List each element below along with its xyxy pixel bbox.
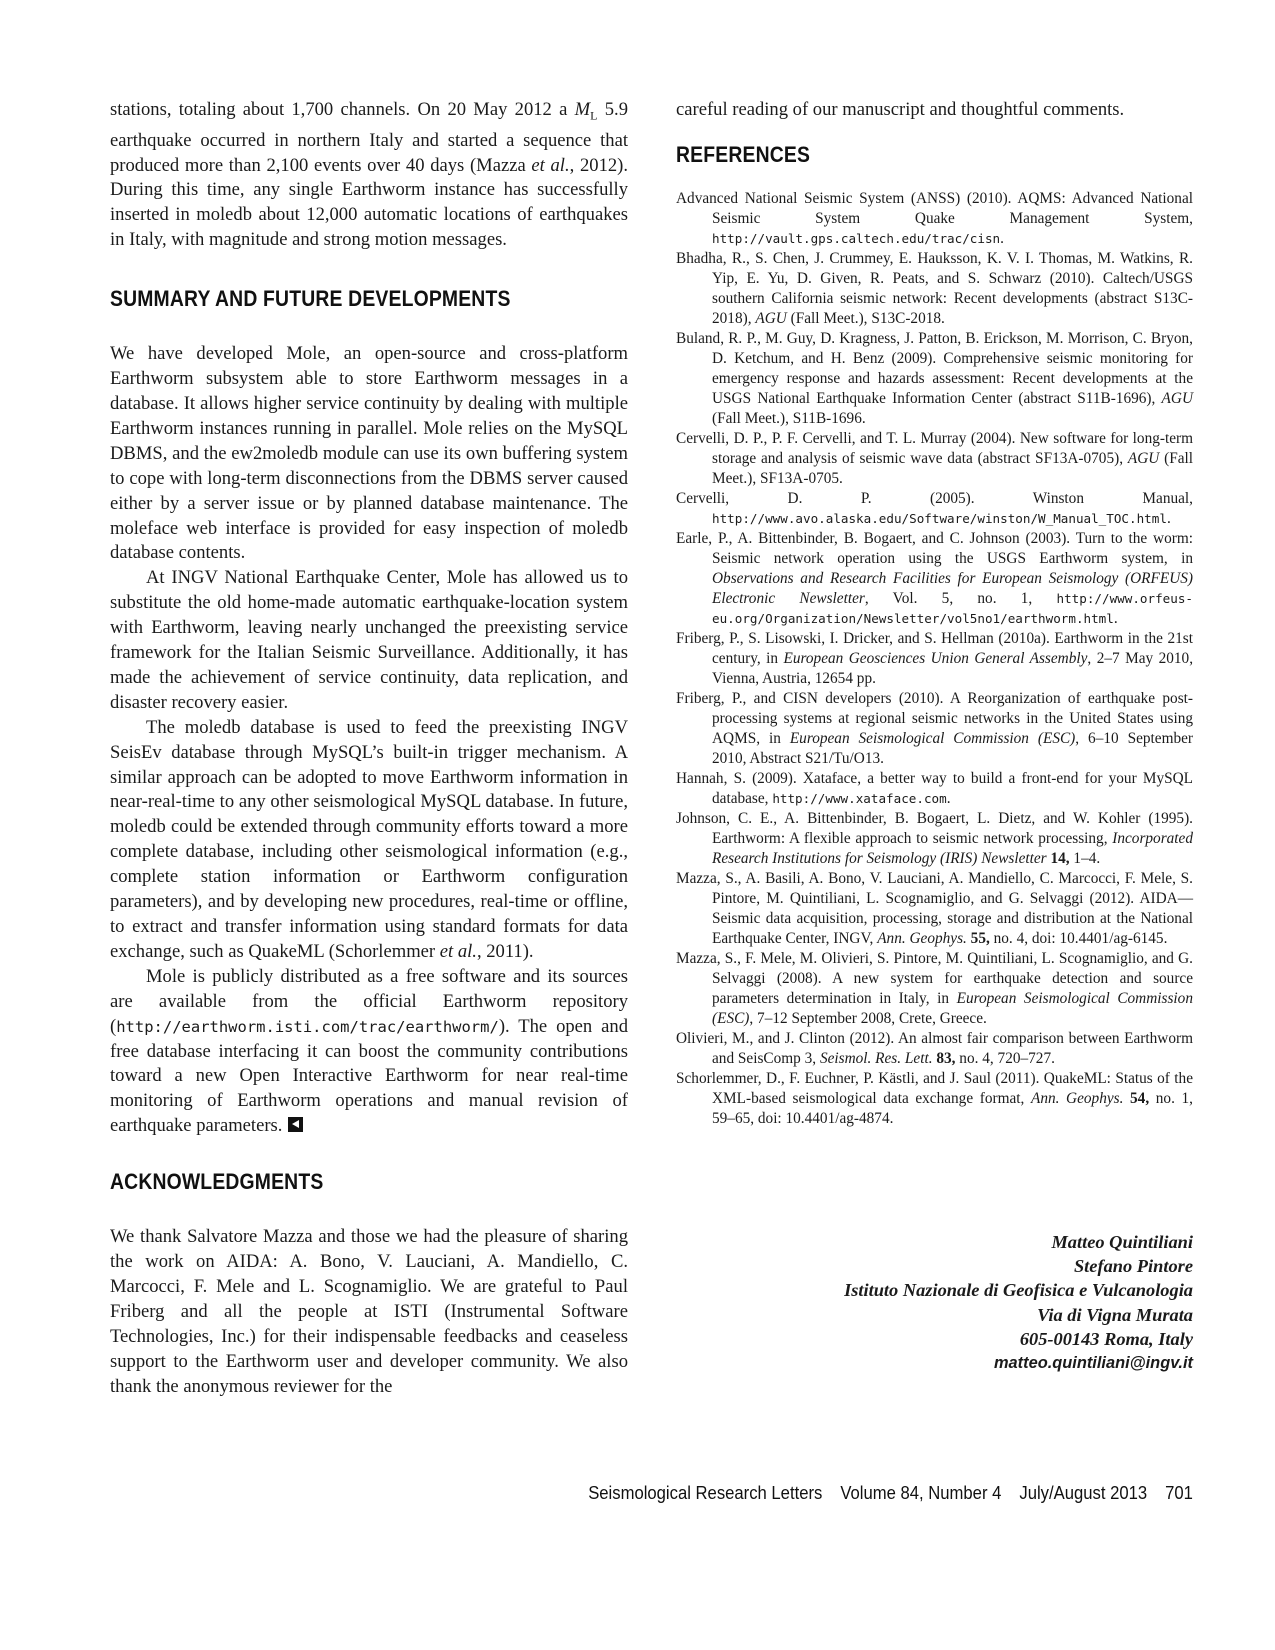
reference-text: . xyxy=(1166,509,1171,527)
author-name-1: Matteo Quintiliani xyxy=(1051,1232,1193,1252)
reference-entry xyxy=(676,189,1193,249)
reference-url[interactable]: http://www.xataface.com xyxy=(772,790,947,806)
reference-url[interactable]: http://vault.gps.caltech.edu/trac/cisn xyxy=(712,230,1001,246)
reference-list xyxy=(676,189,1193,1129)
author-signature xyxy=(844,1230,1193,1375)
reference-entry xyxy=(676,809,1193,869)
reference-text: . xyxy=(946,789,951,807)
end-of-article-icon xyxy=(288,1117,303,1132)
reference-text: Friberg, P., S. Lisowski, I. Dricker, and S. Hellman (2010a). Earthworm in the 21st century, in xyxy=(676,629,1193,667)
reference-journal: Observations and Research Facilities for European Seismology (ORFEUS) Electronic Newsletter xyxy=(712,569,1193,607)
reference-journal: Incorporated Research Institutions for Seismology (IRIS) Newsletter xyxy=(712,829,1193,867)
footer-date: July/August 2013 xyxy=(1019,1482,1148,1503)
reference-entry xyxy=(676,769,1193,809)
reference-url[interactable]: http://www.orfeus-eu.org/Organization/Newsletter/vol5no1/earthworm.html xyxy=(712,590,1193,626)
reference-text: Cervelli, D. P., P. F. Cervelli, and T. L. Murray (2004). New software for long-term storage and analysis of seismic wave data (abstract SF13A-0705), xyxy=(676,429,1193,467)
paragraph-acknowledgments: We thank Salvatore Mazza and those we had the pleasure of sharing the work on AIDA: A. Bono, V. Lauciani, A. Mandiello, C. Marcocci, F. Mele and L. Scognamiglio. We are grateful to Paul Friberg and all the people at ISTI (Instrumental Software Technologies, Inc.) for their indispensable feedbacks and ceaseless support to the Earthworm user and developer community. We also thank the anonymous reviewer for the xyxy=(110,1226,628,1397)
paragraph-summary-4: Mole is publicly distributed as a free software and its sources are available from the official Earthworm repository (http://earthworm.isti.com/trac/earthworm/). The open and free database interfacing it can boost the community contributions toward a new Open Interactive Earthworm for near real-time monitoring of Earthworm operations and manual revision of earthquake parameters. xyxy=(110,965,628,1137)
paragraph-summary-3: The moledb database is used to feed the preexisting INGV SeisEv database through MySQL’s built-in trigger mechanism. A similar approach can be adopted to move Earthworm information in near-real-time to any other seismological MySQL database. In future, moledb could be extended through community efforts toward a more complete database, including other seismological information (e.g., complete station information or Earthworm configuration parameters), and by developing new procedures, real-time or offline, to extract and transfer information using standard formats for data exchange, such as QuakeML (Schorlemmer et al., 2011). xyxy=(110,716,628,962)
footer-page-number: 701 xyxy=(1165,1482,1193,1503)
author-email[interactable]: matteo.quintiliani@ingv.it xyxy=(993,1354,1193,1373)
left-column xyxy=(110,98,628,1400)
reference-text: . xyxy=(1113,609,1118,627)
reference-text: Johnson, C. E., A. Bittenbinder, B. Bogaert, L. Dietz, and W. Kohler (1995). Earthworm: A flexible approach to seismic network processing, xyxy=(676,809,1193,847)
reference-text: . xyxy=(1000,229,1004,247)
reference-volume: 83, xyxy=(932,1049,956,1067)
reference-journal: AGU xyxy=(1161,389,1193,407)
reference-entry xyxy=(676,689,1193,769)
author-name-2: Stefano Pintore xyxy=(1073,1256,1193,1277)
repository-link[interactable]: http://earthworm.isti.com/trac/earthworm/ xyxy=(116,1017,499,1036)
reference-text: Schorlemmer, D., F. Euchner, P. Kästli, and J. Saul (2011). QuakeML: Status of the XML-based seismological data exchange format, xyxy=(676,1069,1193,1107)
reference-text: Buland, R. P., M. Guy, D. Kragness, J. Patton, B. Erickson, M. Morrison, C. Bryon, D. Ketchum, and H. Benz (2009). Comprehensive seismic monitoring for emergency response and hazards assessment: Recent developments at the USGS National Earthquake Information Center (abstract S11B-1696), xyxy=(676,329,1193,407)
reference-url[interactable]: http://www.avo.alaska.edu/Software/winston/W_Manual_TOC.html xyxy=(712,510,1167,526)
reference-volume: 55, xyxy=(966,929,990,947)
reference-entry xyxy=(676,869,1193,949)
footer-volume: Volume 84, Number 4 xyxy=(840,1482,1002,1503)
footer-journal: Seismological Research Letters xyxy=(588,1482,823,1503)
reference-journal: European Geosciences Union General Assembly xyxy=(783,649,1088,667)
reference-text: (Fall Meet.), S13C-2018. xyxy=(786,309,945,327)
paragraph-intro-cont: stations, totaling about 1,700 channels. On 20 May 2012 a $M_L$ 5.9 earthquake occurred in northern Italy and started a sequence that produced more than 2,100 events over 40 days (Mazza et al., 2012). During this time, any single Earthworm instance has successfully inserted in moledb about 12,000 automatic locations of earthquakes in Italy, with magnitude and strong motion messages. xyxy=(110,99,629,251)
reference-entry xyxy=(676,249,1193,329)
reference-text: Olivieri, M., and J. Clinton (2012). An almost fair comparison between Earthworm and SeisComp 3, xyxy=(676,1029,1193,1067)
reference-volume: 14, xyxy=(1046,849,1070,867)
reference-entry xyxy=(676,489,1193,529)
section-heading-references: REFERENCES xyxy=(676,141,811,167)
author-street: Via di Vigna Murata xyxy=(1037,1304,1193,1325)
reference-entry xyxy=(676,1069,1193,1129)
reference-text: Hannah, S. (2009). Xataface, a better way to build a front-end for your MySQL database, xyxy=(676,769,1193,807)
reference-journal: Ann. Geophys. xyxy=(1030,1089,1124,1107)
reference-text: 1–4. xyxy=(1069,849,1101,867)
reference-text: (Fall Meet.), S11B-1696. xyxy=(712,409,866,427)
reference-text: , 6–10 September 2010, Abstract S21/Tu/O13. xyxy=(712,729,1194,767)
reference-journal: European Seismological Commission (ESC) xyxy=(789,729,1076,747)
reference-journal: Seismol. Res. Lett. xyxy=(819,1049,933,1067)
reference-text: Bhadha, R., S. Chen, J. Crummey, E. Hauksson, K. V. I. Thomas, M. Watkins, R. Yip, E. Yu, D. Given, R. Peats, and S. Schwarz (2010). Caltech/USGS southern California seismic network: Recent developments (abstract S13C-2018), xyxy=(676,249,1193,327)
reference-journal: Ann. Geophys. xyxy=(877,929,967,947)
author-institution: Istituto Nazionale di Geofisica e Vulcanologia xyxy=(844,1280,1193,1301)
reference-entry xyxy=(676,429,1193,489)
paragraph-summary-1: We have developed Mole, an open-source and cross-platform Earthworm subsystem able to store Earthworm messages in a database. It allows higher service continuity by dealing with multiple Earthworm instances running in parallel. Mole relies on the MySQL DBMS, and the ew2moledb module can use its own buffering system to cope with long-term disconnections from the DBMS server caused either by a server issue or by planned database maintenance. The moleface web interface is provided for easy inspection of moledb database contents. xyxy=(110,343,628,564)
section-heading-acknowledgments: ACKNOWLEDGMENTS xyxy=(110,1169,324,1195)
paragraph-summary-2: At INGV National Earthquake Center, Mole has allowed us to substitute the old home-made automatic earthquake-location system with Earthworm, leaving nearly unchanged the preexisting service framework for the Italian Seismic Surveillance. Additionally, it has made the achievement of service continuity, data replication, and disaster recovery easier. xyxy=(110,567,628,713)
reference-entry xyxy=(676,629,1193,689)
reference-text: no. 1, 59–65, doi: 10.4401/ag-4874. xyxy=(712,1089,1193,1127)
reference-text: , Vol. 5, no. 1, xyxy=(864,589,1057,607)
reference-journal: AGU xyxy=(1127,449,1160,467)
section-heading-summary: SUMMARY AND FUTURE DEVELOPMENTS xyxy=(110,286,511,312)
reference-text: no. 4, doi: 10.4401/ag-6145. xyxy=(989,929,1168,947)
reference-text: Advanced National Seismic System (ANSS) (2010). AQMS: Advanced National Seismic System Quake Management System, xyxy=(676,189,1193,227)
reference-journal: AGU xyxy=(755,309,787,327)
reference-text: Cervelli, D. P. (2005). Winston Manual, xyxy=(676,489,1193,507)
reference-text: Friberg, P., and CISN developers (2010). A Reorganization of earthquake post-processing systems at regional seismic networks in the United States using AQMS, in xyxy=(676,689,1193,747)
reference-text: no. 4, 720–727. xyxy=(955,1049,1055,1067)
reference-entry xyxy=(676,529,1193,629)
reference-text: Earle, P., A. Bittenbinder, B. Bogaert, and C. Johnson (2003). Turn to the worm: Seismic network operation using the USGS Earthworm system, in xyxy=(676,529,1193,567)
reference-text: (Fall Meet.), SF13A-0705. xyxy=(712,449,1193,487)
author-city: 605-00143 Roma, Italy xyxy=(1019,1328,1193,1349)
reference-journal: European Seismological Commission (ESC) xyxy=(712,989,1193,1027)
reference-entry xyxy=(676,949,1193,1029)
page-footer xyxy=(570,1482,1193,1504)
reference-text: , 2–7 May 2010, Vienna, Austria, 12654 pp. xyxy=(712,649,1194,687)
reference-entry xyxy=(676,329,1193,429)
reference-entry xyxy=(676,1029,1193,1069)
reference-volume: 54, xyxy=(1123,1089,1150,1107)
reference-text: Mazza, S., F. Mele, M. Olivieri, S. Pintore, M. Quintiliani, L. Scognamiglio, and G. Selvaggi (2008). A new system for earthquake detection and source parameters determination in Italy, in xyxy=(676,949,1193,1007)
reference-text: , 7–12 September 2008, Crete, Greece. xyxy=(749,1009,987,1027)
reference-text: Mazza, S., A. Basili, A. Bono, V. Lauciani, A. Mandiello, C. Marcocci, F. Mele, S. Pintore, M. Quintiliani, L. Scognamiglio, and G. Selvaggi (2012). AIDA—Seismic data acquisition, processing, storage and distribution at the National Earthquake Center, INGV, xyxy=(676,869,1193,947)
right-column xyxy=(676,98,1193,1129)
paragraph-acknowledgments-cont: careful reading of our manuscript and thoughtful comments. xyxy=(676,99,1125,120)
